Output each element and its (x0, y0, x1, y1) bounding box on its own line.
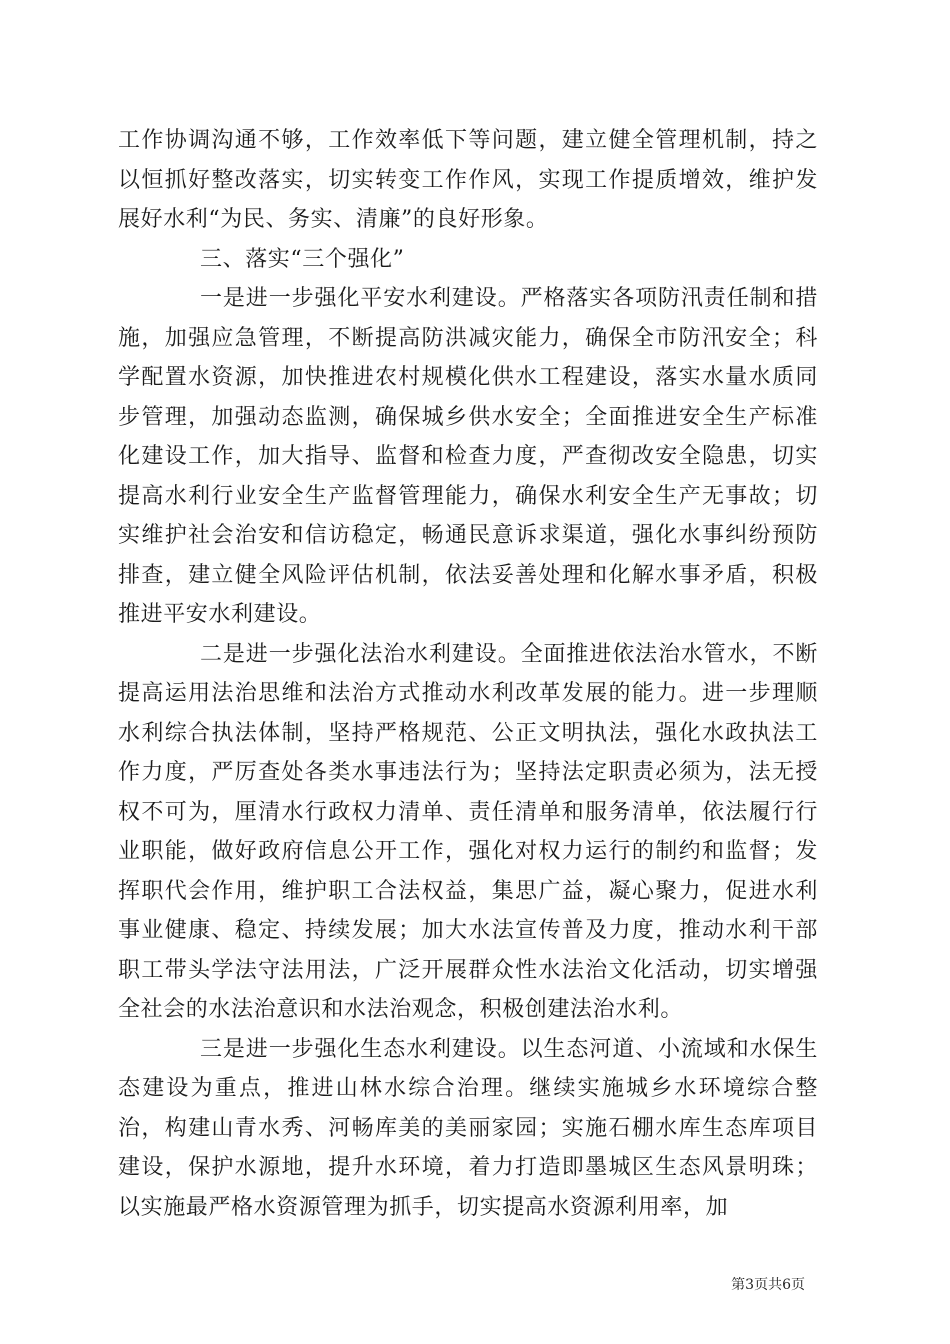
paragraph-rule-of-law: 二是进一步强化法治水利建设。全面推进依法治水管水，不断提高运用法治思维和法治方式推动水利改革发展的能力。进一步理顺水利综合执法体制，坚持严格规范、公正文明执法，强化水政执法工作力度，严厉查处各类水事违法行为；坚持法定职责必须为，法无授权不可为，厘清水行政权力清单、责任清单和服务清单，依法履行行业职能，做好政府信息公开工作，强化对权力运行的制约和监督；发挥职代会作用，维护职工合法权益，集思广益，凝心聚力，促进水利事业健康、稳定、持续发展；加大水法宣传普及力度，推动水利干部职工带头学法守法用法，广泛开展群众性水法治文化活动，切实增强全社会的水法治意识和水法治观念，积极创建法治水利。 (118, 641, 818, 1022)
paragraph-continuation: 工作协调沟通不够，工作效率低下等问题，建立健全管理机制，持之以恒抓好整改落实，切实转变工作作风，实现工作提质增效，维护发展好水利“为民、务实、清廉”的良好形象。 (118, 128, 818, 232)
section-heading: 三、落实“三个强化” (200, 246, 405, 272)
paragraph-ecology: 三是进一步强化生态水利建设。以生态河道、小流域和水保生态建设为重点，推进山林水综合治理。继续实施城乡水环境综合整治，构建山青水秀、河畅库美的美丽家园；实施石棚水库生态库项目建设，保护水源地，提升水环境，着力打造即墨城区生态风景明珠；以实施最严格水资源管理为抓手，切实提高水资源利用率，加 (118, 1036, 818, 1220)
document-body (118, 121, 818, 1227)
paragraph-safety: 一是进一步强化平安水利建设。严格落实各项防汛责任制和措施，加强应急管理，不断提高防洪减灾能力，确保全市防汛安全；科学配置水资源，加快推进农村规模化供水工程建设，落实水量水质同步管理，加强动态监测，确保城乡供水安全；全面推进安全生产标准化建设工作，加大指导、监督和检查力度，严查彻改安全隐患，切实提高水利行业安全生产监督管理能力，确保水利安全生产无事故；切实维护社会治安和信访稳定，畅通民意诉求渠道，强化水事纠纷预防排查，建立健全风险评估机制，依法妥善处理和化解水事矛盾，积极推进平安水利建设。 (118, 286, 818, 627)
page-number-footer: 第3页共6页 (731, 1277, 805, 1293)
